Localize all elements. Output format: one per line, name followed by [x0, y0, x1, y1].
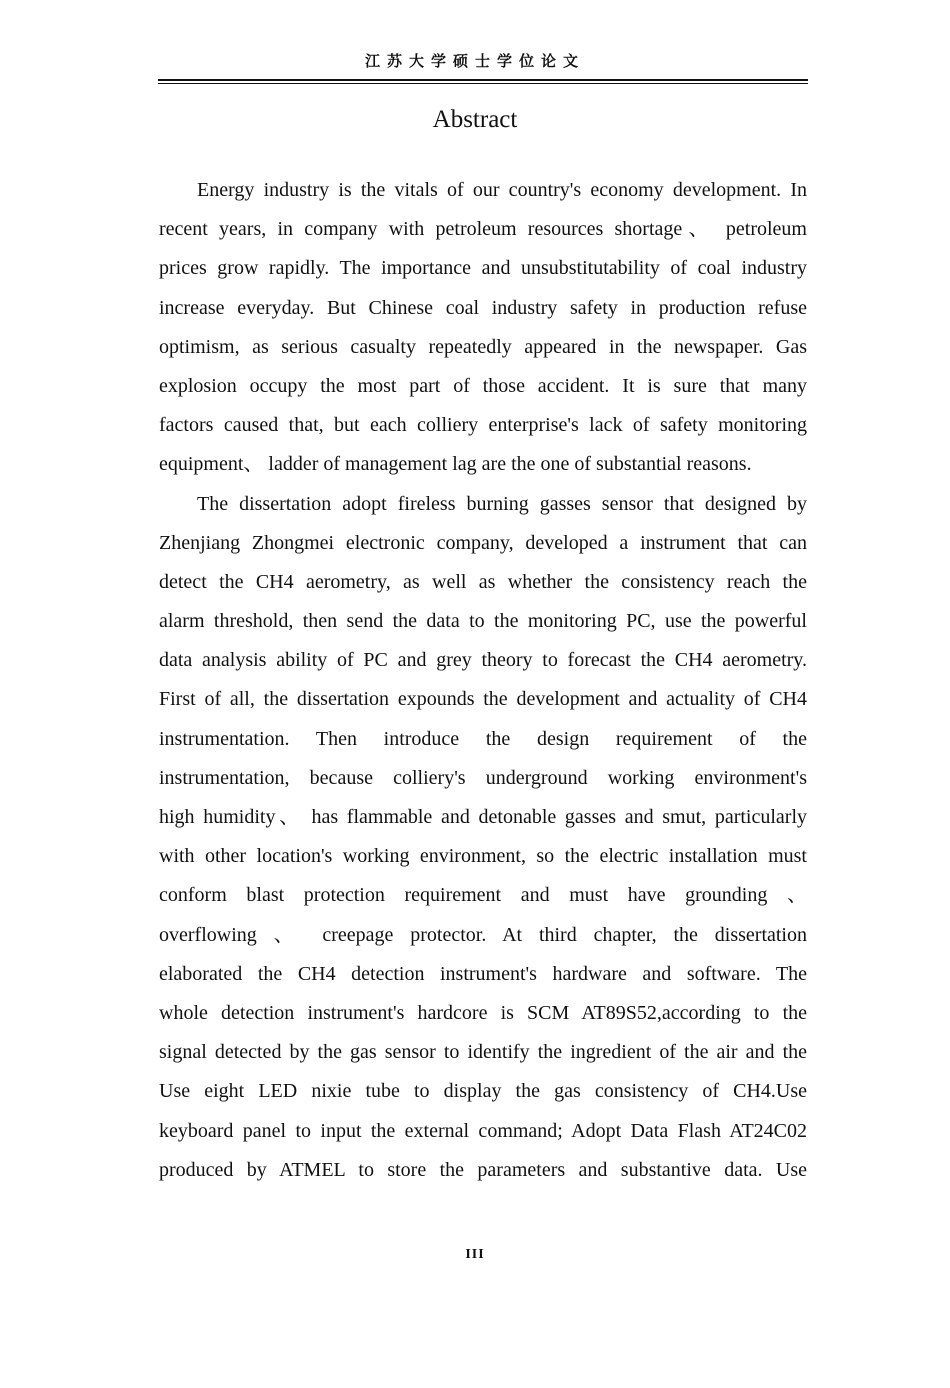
text-line: alarm threshold, then send the data to the monitoring PC, use the powerful	[159, 610, 807, 633]
text-line: explosion occupy the most part of those accident. It is sure that many	[159, 374, 807, 397]
text-line: factors caused that, but each colliery enterprise's lack of safety monitoring	[159, 414, 807, 437]
text-line: The dissertation adopt fireless burning gasses sensor that designed by	[197, 492, 807, 515]
text-line: overflowing 、 creepage protector. At third chapter, the dissertation	[159, 923, 807, 946]
section-title: Abstract	[432, 106, 518, 133]
text-line: elaborated the CH4 detection instrument's hardware and software. The	[159, 962, 807, 985]
text-line: prices grow rapidly. The importance and unsubstitutability of coal industry	[159, 257, 807, 280]
text-line: recent years, in company with petroleum resources shortage、 petroleum	[159, 218, 807, 241]
text-line: signal detected by the gas sensor to identify the ingredient of the air and the	[159, 1041, 807, 1064]
text-line: Use eight LED nixie tube to display the gas consistency of CH4.Use	[159, 1080, 807, 1103]
header-rule-thin	[158, 83, 808, 84]
running-header: 江苏大学硕士学位论文	[364, 52, 585, 70]
text-line: high humidity、 has flammable and detonable gasses and smut, particularly	[159, 806, 807, 828]
page-number: III	[465, 1247, 485, 1262]
text-line: produced by ATMEL to store the parameters and substantive data. Use	[159, 1158, 807, 1181]
text-line: with other location's working environment, so the electric installation must	[159, 845, 807, 868]
header-rule	[158, 79, 808, 81]
text-line: increase everyday. But Chinese coal industry safety in production refuse	[159, 296, 807, 319]
text-line: optimism, as serious casualty repeatedly appeared in the newspaper. Gas	[159, 335, 807, 358]
text-line: instrumentation, because colliery's underground working environment's	[159, 766, 807, 789]
abstract-body	[159, 171, 807, 1190]
text-line: First of all, the dissertation expounds the development and actuality of CH4	[159, 688, 807, 711]
text-line: Zhenjiang Zhongmei electronic company, developed a instrument that can	[159, 531, 807, 554]
text-line: keyboard panel to input the external command; Adopt Data Flash AT24C02	[159, 1119, 807, 1142]
text-line: equipment、 ladder of management lag are the one of substantial reasons.	[159, 453, 752, 476]
text-line: conform blast protection requirement and must have grounding 、	[159, 884, 807, 907]
text-line: Energy industry is the vitals of our country's economy development. In	[197, 179, 807, 201]
text-line: instrumentation. Then introduce the design requirement of the	[159, 727, 807, 750]
text-line: detect the CH4 aerometry, as well as whether the consistency reach the	[159, 570, 807, 593]
text-line: data analysis ability of PC and grey theory to forecast the CH4 aerometry.	[159, 649, 807, 672]
text-line: whole detection instrument's hardcore is SCM AT89S52,according to the	[159, 1001, 807, 1024]
